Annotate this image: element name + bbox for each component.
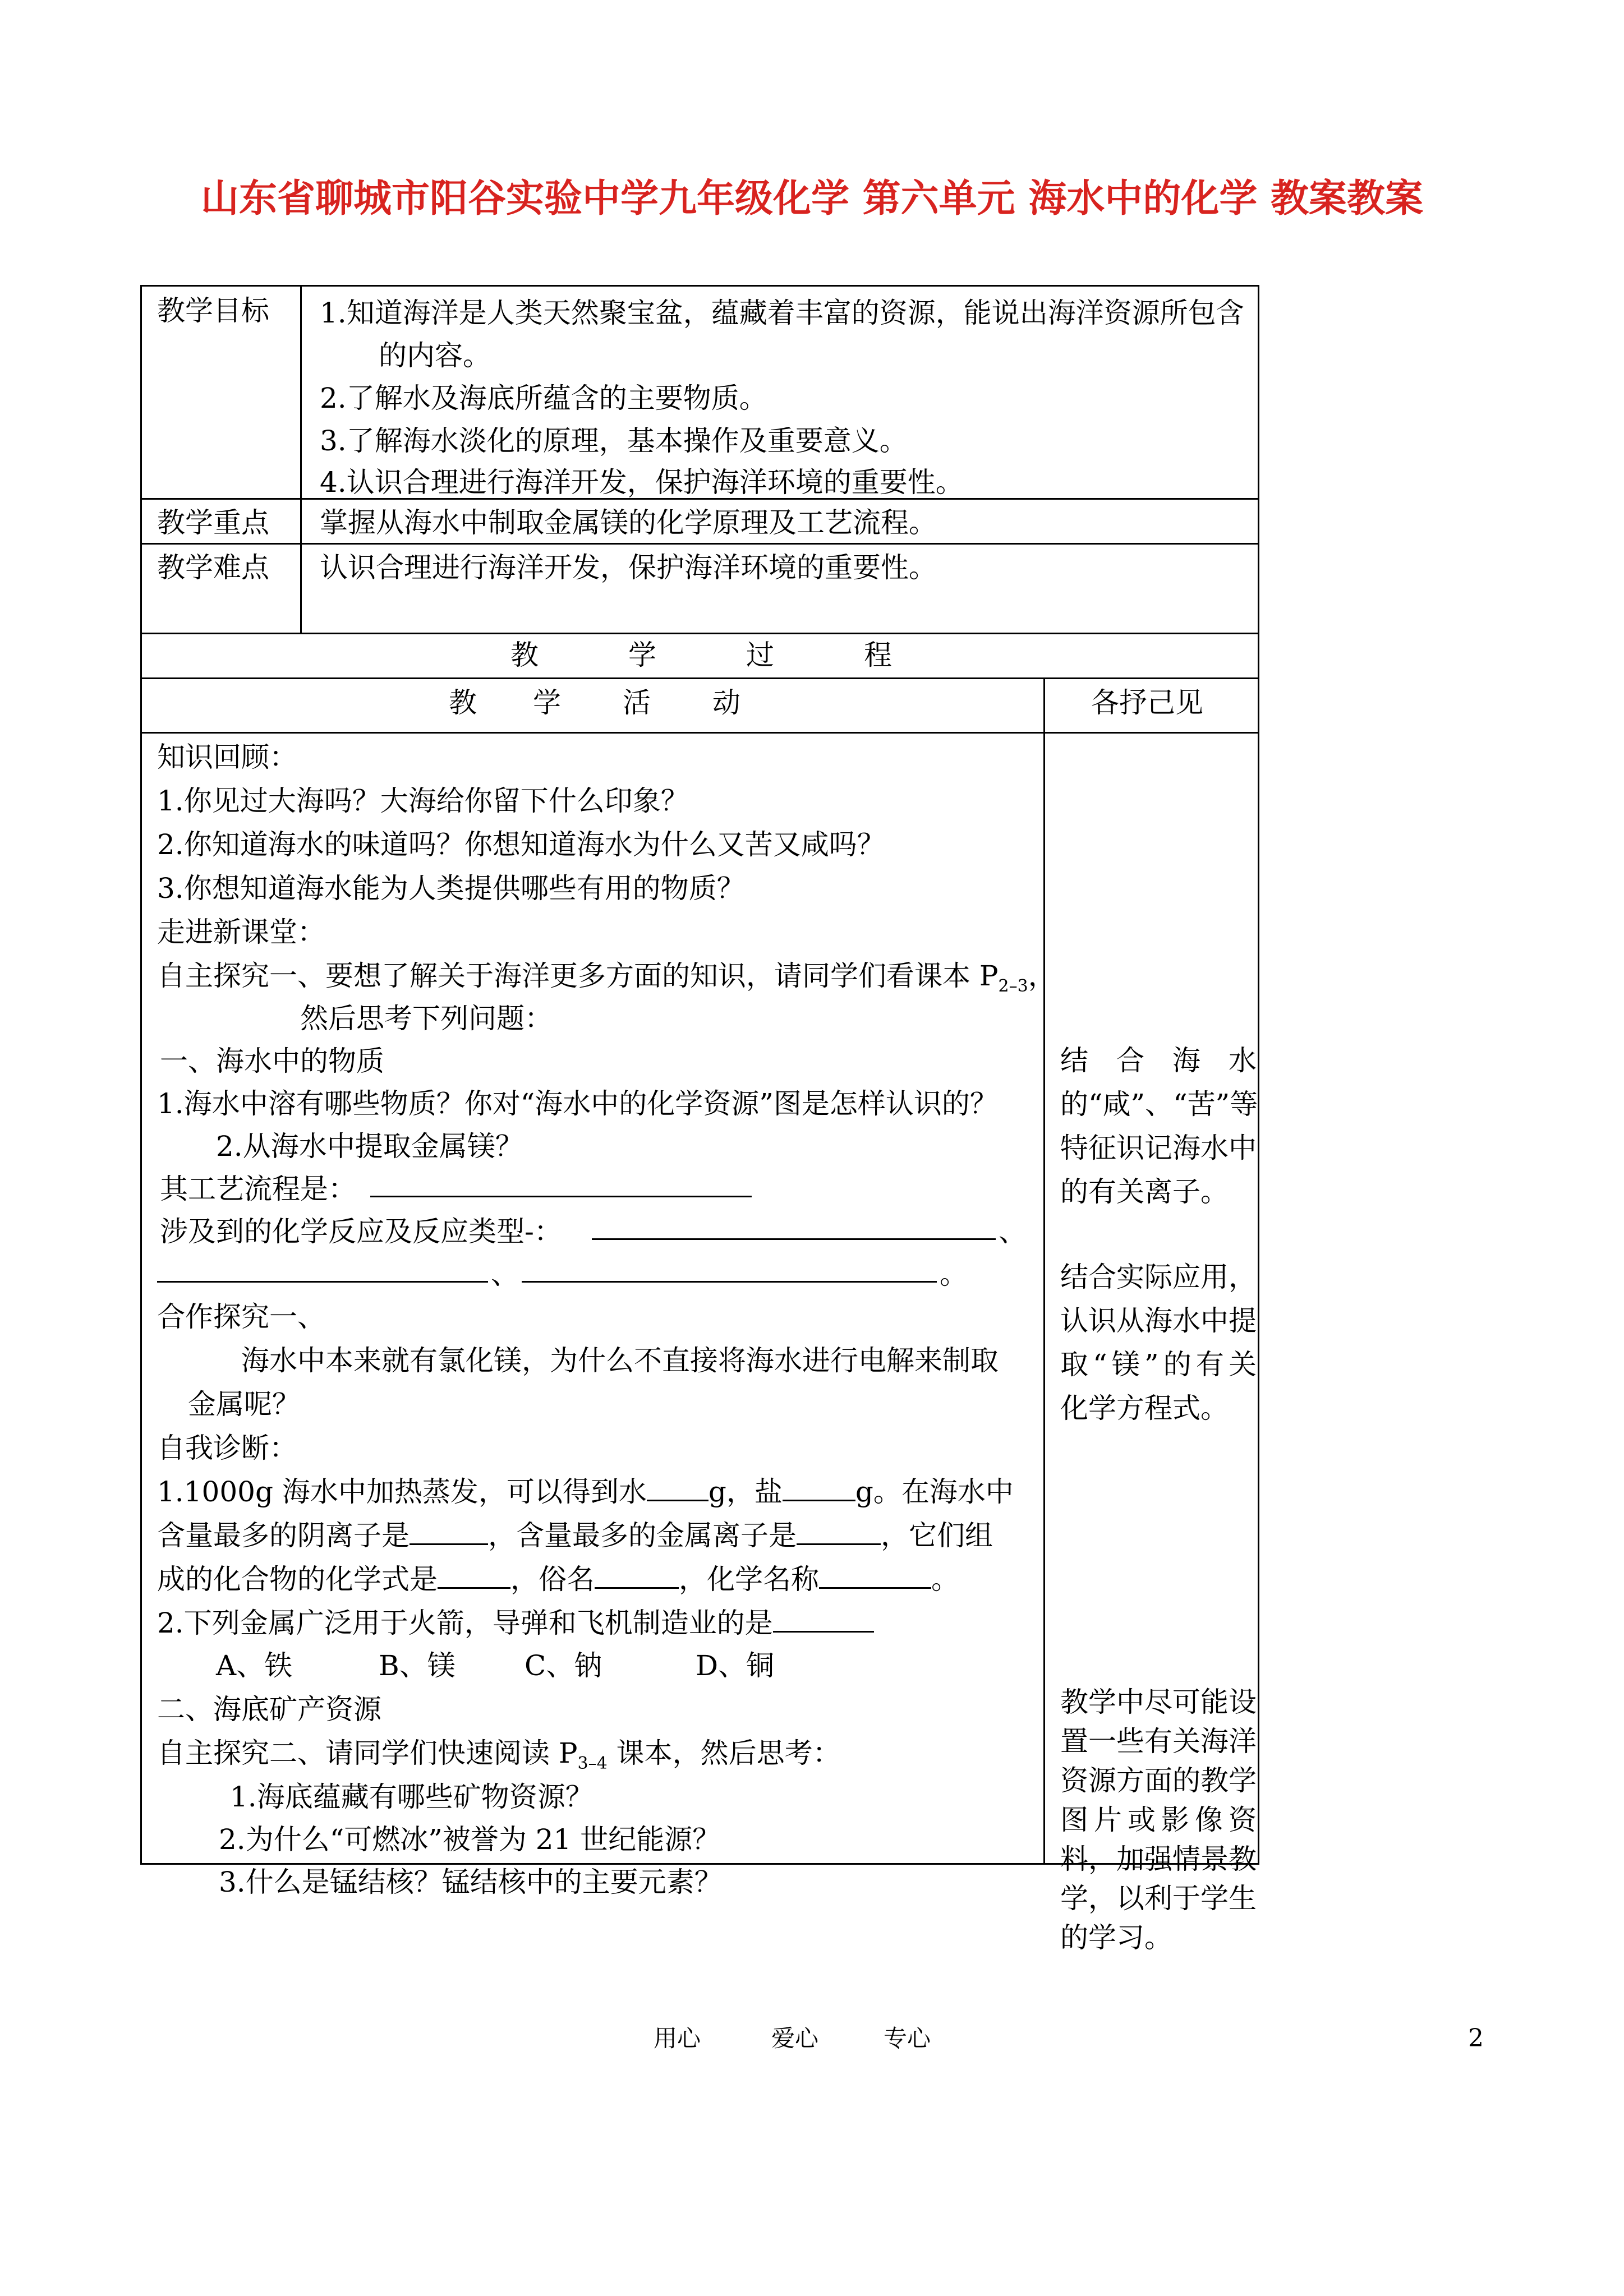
section-heading: 一、海水中的物质 — [160, 1045, 384, 1077]
option: D、铜 — [696, 1649, 775, 1682]
note-3: 教学中尽可能设置一些有关海洋资源方面的教学图片或影像资料，加强情景教学，以利于学生的学习。 — [1060, 1686, 1257, 1954]
explore1-line2: 然后思考下列问题： — [300, 1002, 553, 1035]
diag-text: 2.下列金属广泛用于火箭，导弹和飞机制造业的是 — [157, 1607, 773, 1639]
goal-line: 的内容。 — [379, 339, 491, 372]
process-header-char: 教 — [510, 639, 539, 671]
document-title: 山东省聊城市阳谷实验中学九年级化学 第六单元 海水中的化学 教案教案 — [200, 177, 1424, 221]
reaction-blank-1[interactable] — [592, 1210, 996, 1240]
review-item: 2.你知道海水的味道吗？你想知道海水为什么又苦又咸吗？ — [157, 828, 885, 861]
question-1: 1.海水中溶有哪些物质？你对“海水中的化学资源”图是怎样认识的？ — [157, 1087, 998, 1120]
activity-header-char: 教 — [449, 686, 477, 719]
notes-header: 各抒己见 — [1091, 686, 1203, 719]
explore2-item: 1.海底蕴藏有哪些矿物资源？ — [230, 1781, 594, 1813]
reaction-label: 涉及到的化学反应及反应类型-： — [160, 1215, 562, 1248]
diag-text: ，化学名称 — [679, 1563, 819, 1596]
new-class-title: 走进新课堂： — [157, 916, 325, 948]
notes-divider — [1043, 677, 1045, 1865]
goal-line: 2.了解水及海底所蕴含的主要物质。 — [320, 382, 767, 414]
diag-text: g。在海水中 — [855, 1476, 1014, 1508]
diag-text: 含量最多的阴离子是 — [157, 1519, 410, 1552]
activity-header-char: 活 — [623, 686, 651, 719]
goal-line: 4.认识合理进行海洋开发，保护海洋环境的重要性。 — [320, 466, 964, 499]
reaction-blank-2[interactable] — [157, 1253, 488, 1283]
diag-text: ，俗名 — [510, 1563, 595, 1596]
option: B、镁 — [379, 1649, 456, 1682]
page-number: 2 — [1468, 2024, 1484, 2053]
review-title: 知识回顾： — [157, 741, 297, 773]
anion-blank[interactable] — [410, 1515, 488, 1545]
review-item: 3.你想知道海水能为人类提供哪些有用的物质？ — [157, 872, 745, 905]
explore2-text: 课本，然后思考： — [607, 1737, 841, 1769]
coop1-text: 金属呢？ — [188, 1388, 300, 1421]
page-range: 2–3 — [998, 976, 1028, 996]
key-text: 掌握从海水中制取金属镁的化学原理及工艺流程。 — [320, 506, 937, 539]
goal-line: 1.知道海洋是人类天然聚宝盆，蕴藏着丰富的资源，能说出海洋资源所包含 — [320, 297, 1244, 329]
note-1: 结合海水的“咸”、“苦”等特征识记海水中的有关离子。 — [1060, 1044, 1258, 1208]
option: C、钠 — [525, 1649, 602, 1682]
period: 。 — [940, 1258, 968, 1290]
chem-name-blank[interactable] — [819, 1559, 931, 1589]
process-header-char: 程 — [864, 639, 892, 671]
row-divider — [140, 633, 1259, 634]
diag-text: ，它们组 — [881, 1519, 993, 1552]
process-header-char: 过 — [746, 639, 774, 671]
separator: 、 — [999, 1215, 1027, 1248]
key-label: 教学重点 — [157, 506, 269, 539]
diag-line-4 — [157, 1602, 874, 1644]
water-blank[interactable] — [647, 1472, 709, 1501]
metal-blank[interactable] — [773, 1603, 874, 1633]
formula-blank[interactable] — [438, 1559, 510, 1589]
question-2: 2.从海水中提取金属镁？ — [216, 1130, 523, 1163]
section-heading: 二、海底矿产资源 — [157, 1693, 381, 1726]
explore1-text: 自主探究一、要想了解关于海洋更多方面的知识，请同学们看课本 P — [157, 960, 999, 992]
diag-text: 1.1000g 海水中加热蒸发，可以得到水 — [157, 1476, 647, 1508]
row-divider — [140, 677, 1259, 679]
diag-text: 成的化合物的化学式是 — [157, 1563, 438, 1596]
footer-item: 用心 — [654, 2025, 701, 2052]
diag-text: ，含量最多的金属离子是 — [488, 1519, 797, 1552]
cation-blank[interactable] — [797, 1515, 881, 1545]
reaction-blank-3[interactable] — [522, 1253, 937, 1283]
separator: 、 — [491, 1258, 519, 1290]
diag-line-2 — [157, 1514, 993, 1557]
explore1-end: ， — [1028, 960, 1056, 992]
salt-blank[interactable] — [783, 1472, 855, 1501]
activity-header-char: 学 — [533, 686, 561, 719]
diag-line-1 — [157, 1470, 1014, 1513]
process-label: 其工艺流程是： — [160, 1173, 356, 1205]
diag-text: g，盐 — [708, 1476, 783, 1508]
explore2-item: 3.什么是锰结核？锰结核中的主要元素？ — [219, 1866, 723, 1898]
activity-header-char: 动 — [712, 686, 740, 719]
explore2-text: 自主探究二、请同学们快速阅读 P — [157, 1737, 578, 1769]
process-blank[interactable] — [370, 1168, 752, 1197]
difficult-text: 认识合理进行海洋开发，保护海洋环境的重要性。 — [320, 551, 937, 584]
explore1-line — [157, 955, 1056, 1008]
footer-item: 爱心 — [771, 2025, 819, 2052]
diag-line-3 — [157, 1558, 959, 1601]
review-item: 1.你见过大海吗？大海给你留下什么印象？ — [157, 785, 689, 817]
note-2: 结合实际应用，认识从海水中提取“镁”的有关化学方程式。 — [1060, 1261, 1257, 1424]
coop1-title: 合作探究一、 — [157, 1301, 325, 1333]
coop1-text: 海水中本来就有氯化镁，为什么不直接将海水进行电解来制取 — [241, 1344, 999, 1377]
difficult-label: 教学难点 — [157, 551, 269, 584]
process-header-char: 学 — [628, 639, 656, 671]
row-divider — [140, 732, 1259, 734]
common-name-blank[interactable] — [595, 1559, 679, 1589]
goal-line: 3.了解海水淡化的原理，基本操作及重要意义。 — [320, 425, 908, 457]
header-divider — [300, 285, 302, 633]
diag-text: 。 — [931, 1563, 959, 1596]
page-range: 3–4 — [577, 1754, 608, 1773]
footer-item: 专心 — [884, 2025, 931, 2052]
goals-label: 教学目标 — [157, 294, 269, 327]
option: A、铁 — [216, 1649, 293, 1682]
explore2-item: 2.为什么“可燃冰”被誉为 21 世纪能源？ — [219, 1823, 721, 1856]
diag-title: 自我诊断： — [157, 1432, 297, 1464]
